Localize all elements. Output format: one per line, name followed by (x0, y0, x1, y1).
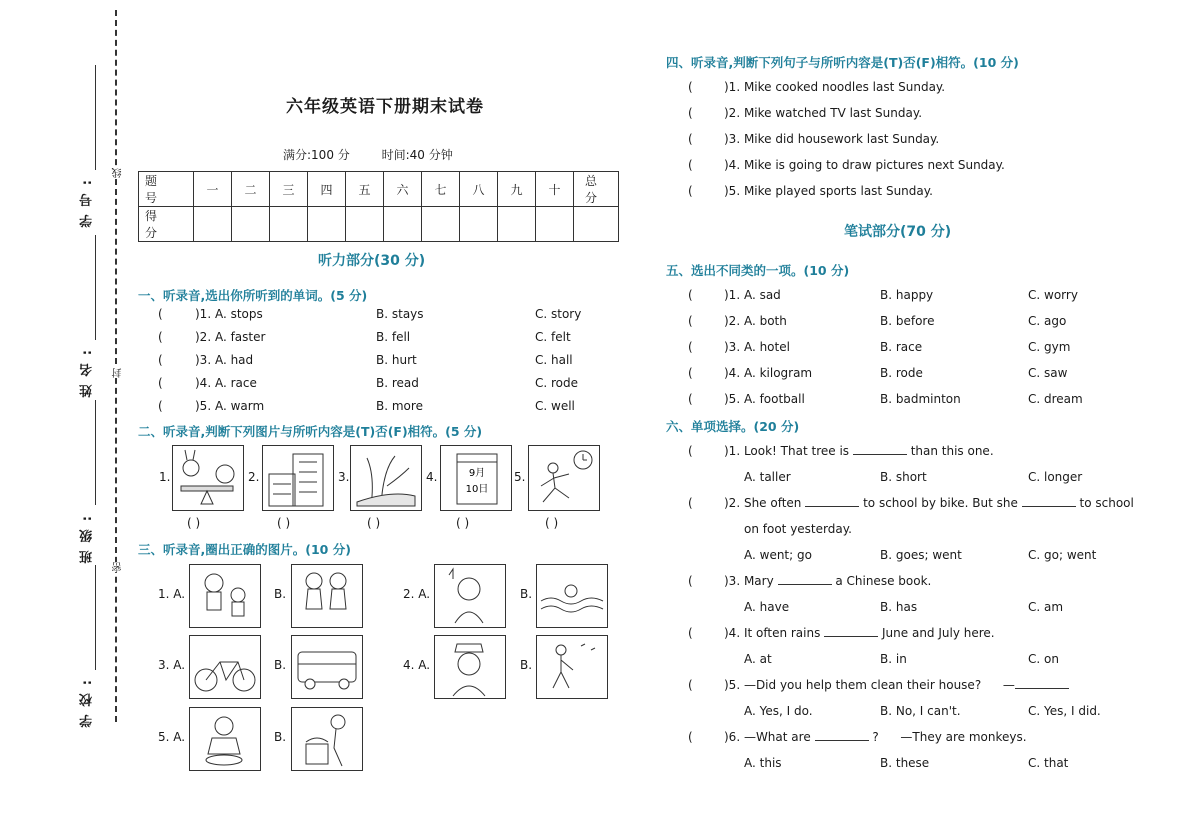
score-cell[interactable] (384, 207, 422, 242)
q3-label: 4. A. (403, 658, 431, 672)
q6-5-opt-b: B. No, I can't. (880, 704, 961, 718)
answer-paren[interactable]: ( (688, 288, 693, 302)
q6-2-text-c: to school (1079, 496, 1134, 510)
q6-3-text-a: )3. Mary (724, 574, 774, 588)
q2-title: 二、听录音,判断下列图片与所听内容是(T)否(F)相符。(5 分) (138, 424, 483, 439)
score-cell[interactable] (498, 207, 536, 242)
score-col: 五 (346, 172, 384, 207)
student-name-label: 姓名: (80, 342, 95, 398)
q3-title: 三、听录音,圈出正确的图片。(10 分) (138, 542, 351, 557)
score-row-label: 得 分 (139, 207, 194, 242)
q6-1-opt-a: A. taller (744, 470, 791, 484)
answer-paren[interactable]: ( (688, 314, 693, 328)
q4-item: )5. Mike played sports last Sunday. (724, 184, 933, 198)
answer-blank[interactable] (1022, 496, 1076, 507)
page-title: 六年级英语下册期末试卷 (286, 97, 484, 117)
score-cell[interactable] (346, 207, 384, 242)
id-underline (95, 65, 96, 170)
answer-paren[interactable]: ( (688, 106, 693, 120)
q1-item-c: C. story (535, 307, 582, 321)
answer-blank[interactable] (815, 730, 869, 741)
q6-2-opt-b: B. goes; went (880, 548, 962, 562)
q5-item-c: C. dream (1028, 392, 1083, 406)
q1-item-c: C. hall (535, 353, 573, 367)
full-score: 满分:100 分 (283, 148, 350, 162)
q3-label: B. (274, 658, 287, 672)
q6-3-opt-b: B. has (880, 600, 918, 614)
q5-item-a: )5. A. football (724, 392, 805, 406)
q6-3-text-b: a Chinese book. (835, 574, 932, 588)
school-underline (95, 565, 96, 670)
answer-blank[interactable] (1015, 678, 1069, 689)
q3-4a-picture[interactable] (434, 635, 506, 699)
score-col: 六 (384, 172, 422, 207)
q1-item-a: )3. A. had (195, 353, 254, 367)
q6-4-opt-b: B. in (880, 652, 907, 666)
score-total-cell[interactable] (574, 207, 619, 242)
q1-item-a: )4. A. race (195, 376, 257, 390)
q2-answer-paren[interactable]: ( ) (545, 516, 559, 530)
q2-picture-calendar (440, 445, 512, 511)
q2-picture-seesaw (172, 445, 244, 511)
q6-6-stem (724, 730, 1027, 744)
q2-label: 2. (248, 470, 260, 484)
q1-item-a: )1. A. stops (195, 307, 263, 321)
q6-2-text-b: to school by bike. But she (863, 496, 1018, 510)
q3-5a-picture[interactable] (189, 707, 261, 771)
score-cell[interactable] (422, 207, 460, 242)
q5-item-c: C. saw (1028, 366, 1068, 380)
binding-mark-line: 线 (113, 168, 124, 178)
q5-item-b: B. badminton (880, 392, 961, 406)
q4-item: )1. Mike cooked noodles last Sunday. (724, 80, 946, 94)
answer-blank[interactable] (824, 626, 878, 637)
q3-label: 2. A. (403, 587, 431, 601)
q6-5-opt-a: A. Yes, I do. (744, 704, 813, 718)
q3-label: 5. A. (158, 730, 186, 744)
q4-item: )2. Mike watched TV last Sunday. (724, 106, 923, 120)
q3-label: B. (274, 587, 287, 601)
q6-6-text-c: —They are monkeys. (900, 730, 1027, 744)
listening-heading: 听力部分(30 分) (318, 253, 426, 269)
score-col: 十 (536, 172, 574, 207)
q6-6-opt-a: A. this (744, 756, 782, 770)
score-cell[interactable] (194, 207, 232, 242)
q2-picture-building (262, 445, 334, 511)
calendar-month-text: 9月 (468, 468, 486, 479)
q3-label: B. (520, 658, 533, 672)
q5-item-a: )2. A. both (724, 314, 787, 328)
q6-4-text-b: June and July here. (882, 626, 995, 640)
q1-item-b: B. read (376, 376, 419, 390)
q2-label: 5. (514, 470, 526, 484)
q3-3a-picture[interactable] (189, 635, 261, 699)
score-col: 二 (232, 172, 270, 207)
q6-6-text-a: )6. —What are (724, 730, 811, 744)
q3-2b-picture[interactable] (536, 564, 608, 628)
q6-3-opt-c: C. am (1028, 600, 1064, 614)
answer-paren[interactable]: ( (158, 353, 163, 367)
answer-paren[interactable]: ( (158, 330, 163, 344)
q3-label: B. (520, 587, 533, 601)
calendar-day-text: 10日 (465, 484, 489, 495)
binding-dashed-line (115, 10, 117, 722)
q1-item-b: B. fell (376, 330, 411, 344)
q6-1-text-b: than this one. (910, 444, 994, 458)
q1-item-a: )2. A. faster (195, 330, 266, 344)
q5-item-a: )1. A. sad (724, 288, 781, 302)
answer-paren[interactable]: ( (688, 444, 693, 458)
q6-2-stem (724, 496, 1134, 510)
written-heading: 笔试部分(70 分) (844, 224, 952, 240)
q2-answer-paren[interactable]: ( ) (187, 516, 201, 530)
q3-label: 3. A. (158, 658, 186, 672)
exam-meta (283, 146, 481, 163)
score-col: 七 (422, 172, 460, 207)
q4-item: )3. Mike did housework last Sunday. (724, 132, 940, 146)
class-underline (95, 400, 96, 505)
q1-item-b: B. hurt (376, 353, 417, 367)
answer-blank[interactable] (805, 496, 859, 507)
answer-paren[interactable]: ( (688, 132, 693, 146)
class-label: 班级: (80, 508, 95, 564)
q1-item-a: )5. A. warm (195, 399, 265, 413)
binding-mark-secret: 密 (113, 562, 124, 572)
q6-3-stem (724, 574, 931, 588)
score-cell[interactable] (308, 207, 346, 242)
score-col: 三 (270, 172, 308, 207)
q5-item-a: )3. A. hotel (724, 340, 790, 354)
q6-2-text-a: )2. She often (724, 496, 802, 510)
score-col: 四 (308, 172, 346, 207)
q4-item: )4. Mike is going to draw pictures next Sunday. (724, 158, 1005, 172)
q6-6-text-b: ? (872, 730, 879, 744)
q1-item-c: C. well (535, 399, 575, 413)
q3-label: B. (274, 730, 287, 744)
q6-1-stem (724, 444, 994, 458)
answer-paren[interactable]: ( (688, 158, 693, 172)
q6-4-opt-c: C. on (1028, 652, 1059, 666)
answer-paren[interactable]: ( (688, 574, 693, 588)
q5-item-b: B. before (880, 314, 935, 328)
q6-1-opt-c: C. longer (1028, 470, 1083, 484)
q5-item-c: C. ago (1028, 314, 1067, 328)
q6-2-opt-a: A. went; go (744, 548, 812, 562)
q6-6-opt-c: C. that (1028, 756, 1069, 770)
q5-item-b: B. race (880, 340, 923, 354)
q3-1b-picture[interactable] (291, 564, 363, 628)
score-table (138, 171, 619, 242)
q3-1a-picture[interactable] (189, 564, 261, 628)
score-total-head: 总 分 (574, 172, 619, 207)
answer-paren[interactable]: ( (688, 80, 693, 94)
q1-item-b: B. stays (376, 307, 424, 321)
binding-mark-seal: 封 (113, 368, 124, 378)
q6-5-stem (724, 678, 1069, 692)
q3-3b-picture[interactable] (291, 635, 363, 699)
q4-title: 四、听录音,判断下列句子与所听内容是(T)否(F)相符。(10 分) (666, 55, 1019, 70)
q6-4-text-a: )4. It often rains (724, 626, 821, 640)
q6-5-text-a: )5. —Did you help them clean their house? (724, 678, 982, 692)
q2-answer-paren[interactable]: ( ) (456, 516, 470, 530)
answer-blank[interactable] (778, 574, 832, 585)
answer-paren[interactable]: ( (688, 392, 693, 406)
answer-paren[interactable]: ( (158, 399, 163, 413)
answer-paren[interactable]: ( (688, 626, 693, 640)
q3-label: 1. A. (158, 587, 186, 601)
score-cell[interactable] (270, 207, 308, 242)
q5-title: 五、选出不同类的一项。(10 分) (666, 263, 850, 278)
q6-title: 六、单项选择。(20 分) (666, 419, 800, 434)
answer-paren[interactable]: ( (688, 678, 693, 692)
answer-paren[interactable]: ( (688, 496, 693, 510)
score-col: 八 (460, 172, 498, 207)
q1-item-b: B. more (376, 399, 423, 413)
answer-paren[interactable]: ( (688, 730, 693, 744)
q2-answer-paren[interactable]: ( ) (277, 516, 291, 530)
q6-5-text-b: — (1002, 678, 1015, 692)
answer-blank[interactable] (853, 444, 907, 455)
score-cell[interactable] (232, 207, 270, 242)
q2-answer-paren[interactable]: ( ) (367, 516, 381, 530)
q2-picture-tree (350, 445, 422, 511)
q6-1-opt-b: B. short (880, 470, 927, 484)
answer-paren[interactable]: ( (688, 184, 693, 198)
q1-item-c: C. felt (535, 330, 571, 344)
q6-3-opt-a: A. have (744, 600, 790, 614)
q6-6-opt-b: B. these (880, 756, 930, 770)
q2-picture-exercise-clock (528, 445, 600, 511)
student-id-label: 学号: (80, 172, 95, 228)
q5-item-c: C. gym (1028, 340, 1071, 354)
answer-paren[interactable]: ( (158, 307, 163, 321)
school-label: 学校: (80, 672, 95, 728)
score-cell[interactable] (460, 207, 498, 242)
q5-item-a: )4. A. kilogram (724, 366, 813, 380)
q5-item-c: C. worry (1028, 288, 1078, 302)
q2-label: 4. (426, 470, 438, 484)
answer-paren[interactable]: ( (688, 340, 693, 354)
name-underline (95, 235, 96, 340)
q6-1-text-a: )1. Look! That tree is (724, 444, 850, 458)
score-col: 九 (498, 172, 536, 207)
q5-item-b: B. rode (880, 366, 923, 380)
q6-4-opt-a: A. at (744, 652, 772, 666)
answer-paren[interactable]: ( (158, 376, 163, 390)
q2-label: 3. (338, 470, 350, 484)
q6-4-stem (724, 626, 995, 640)
q3-5b-picture[interactable] (291, 707, 363, 771)
q2-label: 1. (159, 470, 171, 484)
exam-time: 时间:40 分钟 (381, 148, 453, 162)
q5-item-b: B. happy (880, 288, 934, 302)
q6-5-opt-c: C. Yes, I did. (1028, 704, 1101, 718)
score-table-header-row (139, 172, 619, 207)
score-table-score-row (139, 207, 619, 242)
q6-2-opt-c: C. go; went (1028, 548, 1097, 562)
q3-4b-picture[interactable] (536, 635, 608, 699)
q6-2-text-d: on foot yesterday. (744, 522, 852, 536)
score-col: 一 (194, 172, 232, 207)
q1-item-c: C. rode (535, 376, 579, 390)
score-row-head: 题 号 (139, 172, 194, 207)
score-cell[interactable] (536, 207, 574, 242)
q3-2a-picture[interactable] (434, 564, 506, 628)
answer-paren[interactable]: ( (688, 366, 693, 380)
q1-title: 一、听录音,选出你所听到的单词。(5 分) (138, 288, 368, 303)
